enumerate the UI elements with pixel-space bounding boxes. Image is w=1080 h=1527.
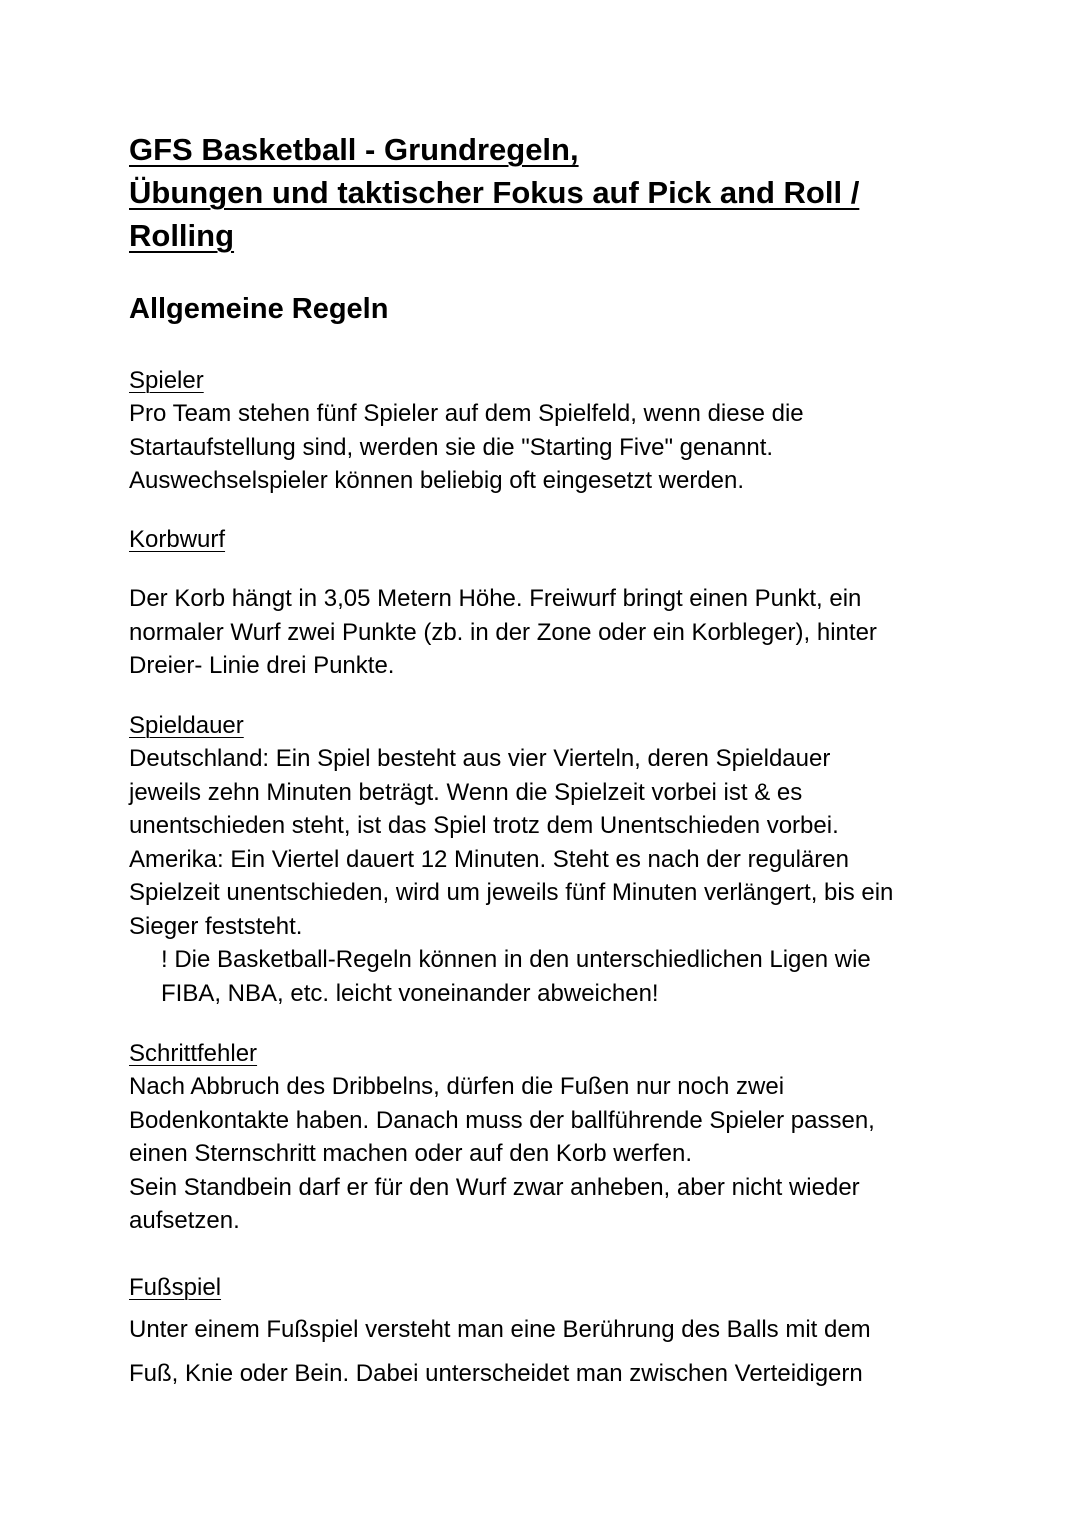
subheading-korbwurf: Korbwurf	[129, 526, 226, 553]
subheading-fussspiel: Fußspiel	[129, 1274, 222, 1301]
paragraph-line: jeweils zehn Minuten beträgt. Wenn die Spielzeit vorbei ist & es	[129, 778, 803, 806]
paragraph-line: Startaufstellung sind, werden sie die "Starting Five" genannt.	[129, 433, 774, 461]
paragraph-line: normaler Wurf zwei Punkte (zb. in der Zone oder ein Korbleger), hinter	[129, 618, 877, 646]
paragraph-line: Amerika: Ein Viertel dauert 12 Minuten. Steht es nach der regulären	[129, 845, 849, 873]
document-title	[129, 128, 959, 257]
paragraph-line: Nach Abbruch des Dribbelns, dürfen die Fußen nur noch zwei	[129, 1073, 785, 1100]
document-page	[129, 128, 959, 1387]
section-spieldauer	[129, 709, 959, 1010]
section-heading-allgemeine-regeln: Allgemeine Regeln	[129, 293, 389, 325]
paragraph-line: Unter einem Fußspiel versteht man eine Berührung des Balls mit dem	[129, 1316, 871, 1343]
paragraph-line: Auswechselspieler können beliebig oft eingesetzt werden.	[129, 467, 745, 494]
paragraph-line: Pro Team stehen fünf Spieler auf dem Spielfeld, wenn diese die	[129, 400, 804, 427]
subheading-spieldauer: Spieldauer	[129, 712, 244, 739]
paragraph-line: Sein Standbein darf er für den Wurf zwar anheben, aber nicht wieder	[129, 1173, 860, 1201]
title-line-1: GFS Basketball - Grundregeln,	[129, 132, 579, 167]
note-line: ! Die Basketball-Regeln können in den unterschiedlichen Ligen wie	[161, 946, 871, 973]
paragraph-line: Sieger feststeht.	[129, 912, 303, 940]
section-korbwurf	[129, 523, 959, 683]
paragraph-line: Deutschland: Ein Spiel besteht aus vier Vierteln, deren Spieldauer	[129, 745, 831, 772]
paragraph-line: Bodenkontakte haben. Danach muss der ballführende Spieler passen,	[129, 1106, 875, 1134]
title-line-3: Rolling	[129, 218, 235, 253]
subheading-spieler: Spieler	[129, 367, 204, 394]
paragraph-line: Spielzeit unentschieden, wird um jeweils fünf Minuten verlängert, bis ein	[129, 879, 894, 906]
paragraph-line: Der Korb hängt in 3,05 Metern Höhe. Freiwurf bringt einen Punkt, ein	[129, 585, 862, 612]
paragraph-line: Dreier- Linie drei Punkte.	[129, 652, 395, 679]
paragraph-line: aufsetzen.	[129, 1207, 240, 1234]
paragraph-line: unentschieden steht, ist das Spiel trotz dem Unentschieden vorbei.	[129, 812, 839, 839]
section-fussspiel	[129, 1271, 959, 1396]
title-line-2: Übungen und taktischer Fokus auf Pick and Roll /	[129, 175, 860, 210]
paragraph-line: einen Sternschritt machen oder auf den Korb werfen.	[129, 1140, 692, 1167]
note-line: FIBA, NBA, etc. leicht voneinander abweichen!	[161, 979, 659, 1007]
paragraph-line: Fuß, Knie oder Bein. Dabei unterscheidet man zwischen Verteidigern	[129, 1360, 863, 1387]
subheading-schrittfehler: Schrittfehler	[129, 1040, 258, 1067]
section-schrittfehler	[129, 1037, 959, 1238]
section-spieler	[129, 364, 959, 498]
